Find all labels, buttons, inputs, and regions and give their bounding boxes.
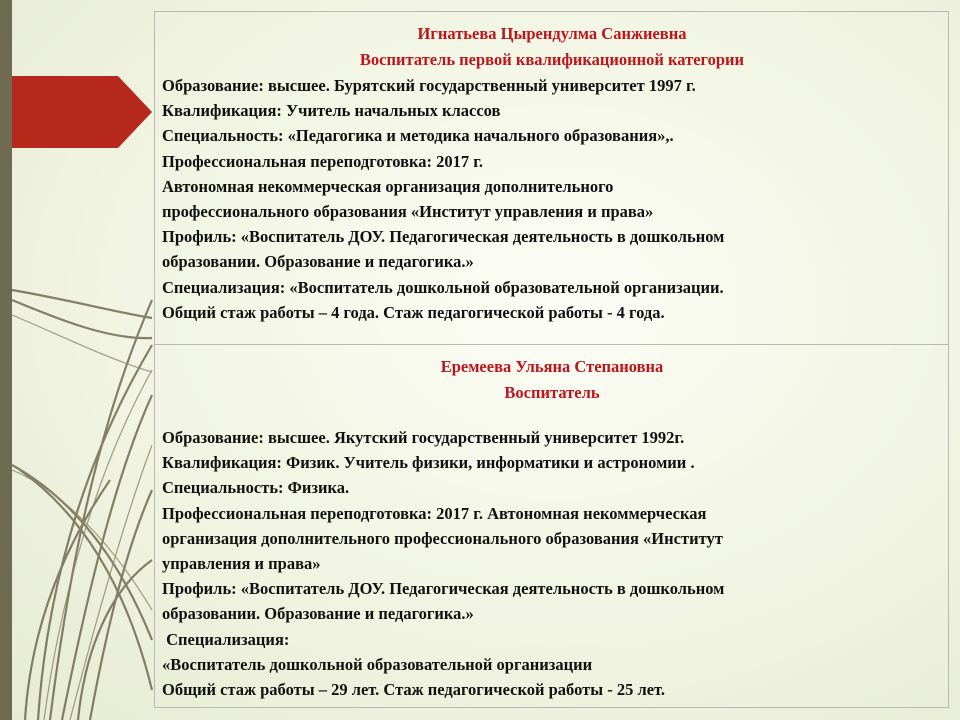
organization-line: Автономная некоммерческая организация дополнительного — [162, 176, 614, 196]
profile-line: образовании. Образование и педагогика.» — [162, 252, 474, 272]
specialty-line: Специальность: «Педагогика и методика начального образования»,. — [162, 126, 674, 146]
profile-line: Профиль: «Воспитатель ДОУ. Педагогическая деятельность в дошкольном — [162, 227, 725, 247]
qualification-line: Квалификация: Физик. Учитель физики, информатики и астрономии . — [162, 453, 695, 473]
specialty-line: Специальность: Физика. — [162, 478, 350, 498]
retraining-line: Профессиональная переподготовка: 2017 г. — [162, 151, 484, 171]
staff-title: Воспитатель — [504, 383, 600, 402]
organization-line: профессионального образования «Институт управления и права» — [162, 202, 654, 222]
staff-name: Игнатьева Цырендулма Санжиевна — [417, 24, 687, 43]
specialization-line: Специализация: «Воспитатель дошкольной образовательной организации. — [162, 277, 724, 297]
staff-card-eremeeva — [155, 344, 948, 707]
specialization-line: «Воспитатель дошкольной образовательной организации — [162, 654, 593, 674]
staff-card-ignatyeva — [155, 12, 948, 344]
profile-line: образовании. Образование и педагогика.» — [162, 604, 474, 624]
profile-line: Профиль: «Воспитатель ДОУ. Педагогическая деятельность в дошкольном — [162, 579, 725, 599]
education-line: Образование: высшее. Бурятский государственный университет 1997 г. — [162, 76, 696, 95]
experience-line: Общий стаж работы – 29 лет. Стаж педагогической работы - 25 лет. — [162, 680, 666, 700]
experience-line: Общий стаж работы – 4 года. Стаж педагогической работы - 4 года. — [162, 302, 665, 322]
red-arrow-shape — [12, 76, 152, 148]
organization-line: управления и права» — [162, 554, 321, 574]
staff-info-table — [154, 11, 949, 708]
staff-name: Еремеева Ульяна Степановна — [440, 357, 664, 376]
staff-title: Воспитатель первой квалификационной категории — [359, 50, 745, 69]
specialization-line: Специализация: — [162, 629, 290, 649]
organization-line: организация дополнительного профессионального образования «Институт — [162, 528, 723, 548]
education-line: Образование: высшее. Якутский государственный университет 1992г. — [162, 428, 685, 447]
qualification-line: Квалификация: Учитель начальных классов — [162, 101, 501, 121]
retraining-line: Профессиональная переподготовка: 2017 г. Автономная некоммерческая — [162, 503, 707, 523]
